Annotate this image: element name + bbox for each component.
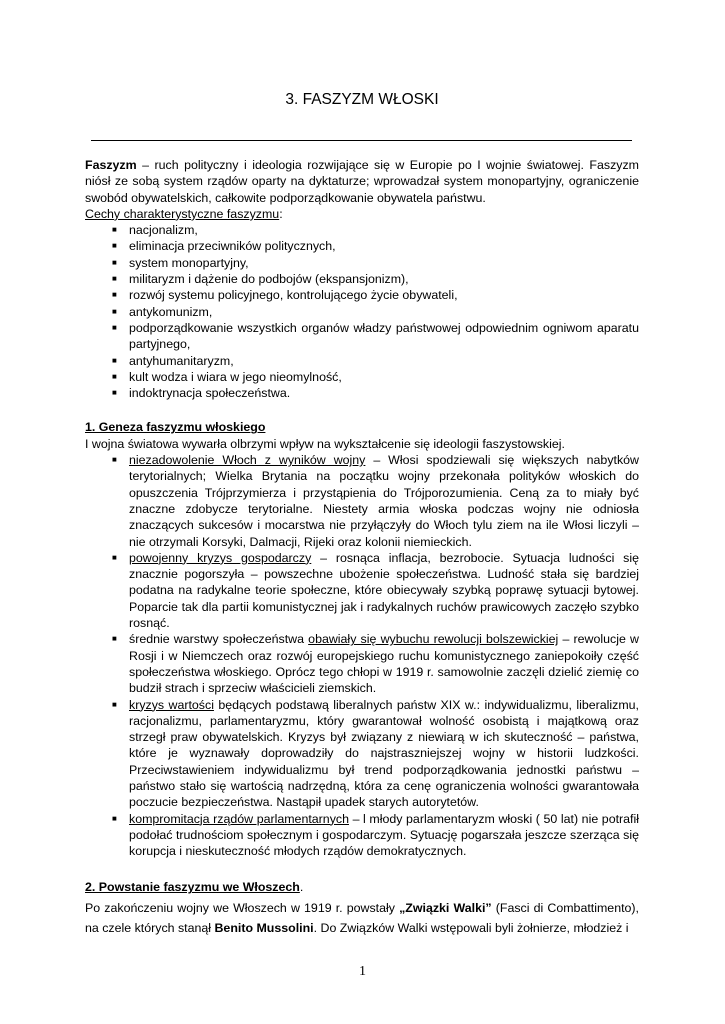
section2-heading: 2. Powstanie faszyzmu we Włoszech — [85, 880, 300, 895]
list-item: ■ kompromitacja rządów parlamentarnych – l młody parlamentaryzm włoski ( 50 lat) nie potrafił podołać trudnościom społecznym i gospodarczym. Sytuację pogarszała jeszcze szerząca się korupcja i nieskuteczność młodych rządów demokratycznych. — [85, 811, 639, 860]
intro-term: Faszyzm — [85, 158, 137, 172]
list-item: ■ podporządkowanie wszystkich organów władzy państwowej odpowiednim ogniwom aparatu partyjnego, — [85, 320, 639, 353]
list-item: ■ kult wodza i wiara w jego nieomylność, — [85, 369, 639, 385]
list-item: ■ militaryzm i dążenie do podbojów (ekspansjonizm), — [85, 271, 639, 287]
section2-heading-line: 2. Powstanie faszyzmu we Włoszech. — [85, 880, 304, 895]
document-body — [85, 157, 639, 938]
features-heading-line — [85, 206, 639, 222]
item-keyword: kompromitacja rządów parlamentarnych — [129, 811, 349, 826]
list-item: ■ średnie warstwy społeczeństwa obawiały się wybuchu rewolucji bolszewickiej – rewolucje w Rosji i w Niemczech oraz rozwój europejskiego ruchu komunistycznego zaniepokoiły część społeczeństwa włoskiego. Oprócz tego chłopi w 1919 r. samowolnie zaczęli dzielić ziemię co budził strach i sprzeciw właścicieli ziemskich. — [85, 631, 639, 696]
list-item: ■ powojenny kryzys gospodarczy – rosnąca inflacja, bezrobocie. Sytuacja ludności się znacznie pogorszyła – powszechne ubożenie społeczeństwa. Ludność stała się bardziej podatna na radykalne teorie społeczne, które obiecywały szybką poprawę sytuacji bytowej. Poparcie tak dla partii komunistycznej jak i radykalnych ruchów prawicowych zaczęło szybko rosnąć. — [85, 550, 639, 631]
list-item: ■ eliminacja przeciwników politycznych, — [85, 238, 639, 254]
title-divider — [91, 140, 632, 141]
item-keyword: obawiały się wybuchu rewolucji bolszewickiej — [308, 632, 559, 647]
list-item: ■ rozwój systemu policyjnego, kontrolującego życie obywateli, — [85, 287, 639, 303]
section1-list — [85, 452, 639, 859]
list-item: ■ antyhumanitaryzm, — [85, 353, 639, 369]
features-list — [85, 222, 639, 401]
intro-definition: – ruch polityczny i ideologia rozwijające się w Europie po I wojnie światowej. Faszyzm niósł ze sobą system rządów oparty na dyktaturze; wprowadzał system monopartyjny, ograniczenie swobód obywatelskich, całkowite podporządkowanie obywatela państwu. — [85, 158, 639, 205]
section1-heading: 1. Geneza faszyzmu włoskiego — [85, 420, 266, 435]
features-colon: : — [279, 206, 283, 221]
section2-paragraph: Po zakończeniu wojny we Włoszech w 1919 r. powstały „Związki Walki” (Fasci di Combattimento), na czele których stanął Benito Mussolini. Do Związków Walki wstępowali byli żołnierze, młodzież i — [85, 900, 639, 935]
list-item: ■ system monopartyjny, — [85, 255, 639, 271]
item-keyword: kryzys wartości — [129, 697, 214, 712]
item-keyword: niezadowolenie Włoch z wyników wojny — [129, 453, 366, 468]
list-item: ■ antykomunizm, — [85, 304, 639, 320]
list-item: ■ nacjonalizm, — [85, 222, 639, 238]
list-item: ■ niezadowolenie Włoch z wyników wojny – Włosi spodziewali się większych nabytków terytorialnych; Wielka Brytania na początku wojny przekonała polityków włoskich do opuszczenia Trójprzymierza i przystąpienia do Trójporozumienia. Ceną za to miały być znaczne zdobycze terytorialne. Niestety armia włoska podczas wojny nie odniosła znaczących sukcesów i mocarstwa nie przyłączyły do Włoch tylu ziem na ile Włosi liczyli – nie otrzymali Korsyki, Dalmacji, Rijeki oraz kolonii niemieckich. — [85, 452, 639, 550]
page-number: 1 — [359, 964, 366, 979]
list-item: ■ kryzys wartości będących podstawą liberalnych państw XIX w.: indywidualizmu, liberalizmu, racjonalizmu, parlamentaryzmu, który gwarantował wolność osobistą i majątkową oraz strzegł praw obywatelskich. Kryzys był związany z niewiarą w ich skuteczność – państwa, które je wyznawały doprowadziły do najstraszniejszej wojny w historii ludzkości. Przeciwstawieniem indywidualizmu był trend podporządkowania jednostki państwu – państwo stało się wartością nadrzędną, która za cenę ograniczenia wolności gwarantowała poczucie bezpieczeństwa. Nastąpił upadek starych autorytetów. — [85, 697, 639, 811]
page-title: 3. FASZYZM WŁOSKI — [285, 91, 439, 108]
fasci-name: „Związki Walki” — [399, 900, 492, 915]
list-item: ■ indoktrynacja społeczeństwa. — [85, 385, 639, 401]
mussolini-name: Benito Mussolini — [214, 920, 314, 935]
section1-intro: I wojna światowa wywarła olbrzymi wpływ na wykształcenie się ideologii faszystowskiej. — [85, 436, 565, 451]
item-keyword: powojenny kryzys gospodarczy — [129, 550, 312, 565]
intro-paragraph — [85, 157, 639, 206]
features-heading: Cechy charakterystyczne faszyzmu — [85, 206, 280, 221]
